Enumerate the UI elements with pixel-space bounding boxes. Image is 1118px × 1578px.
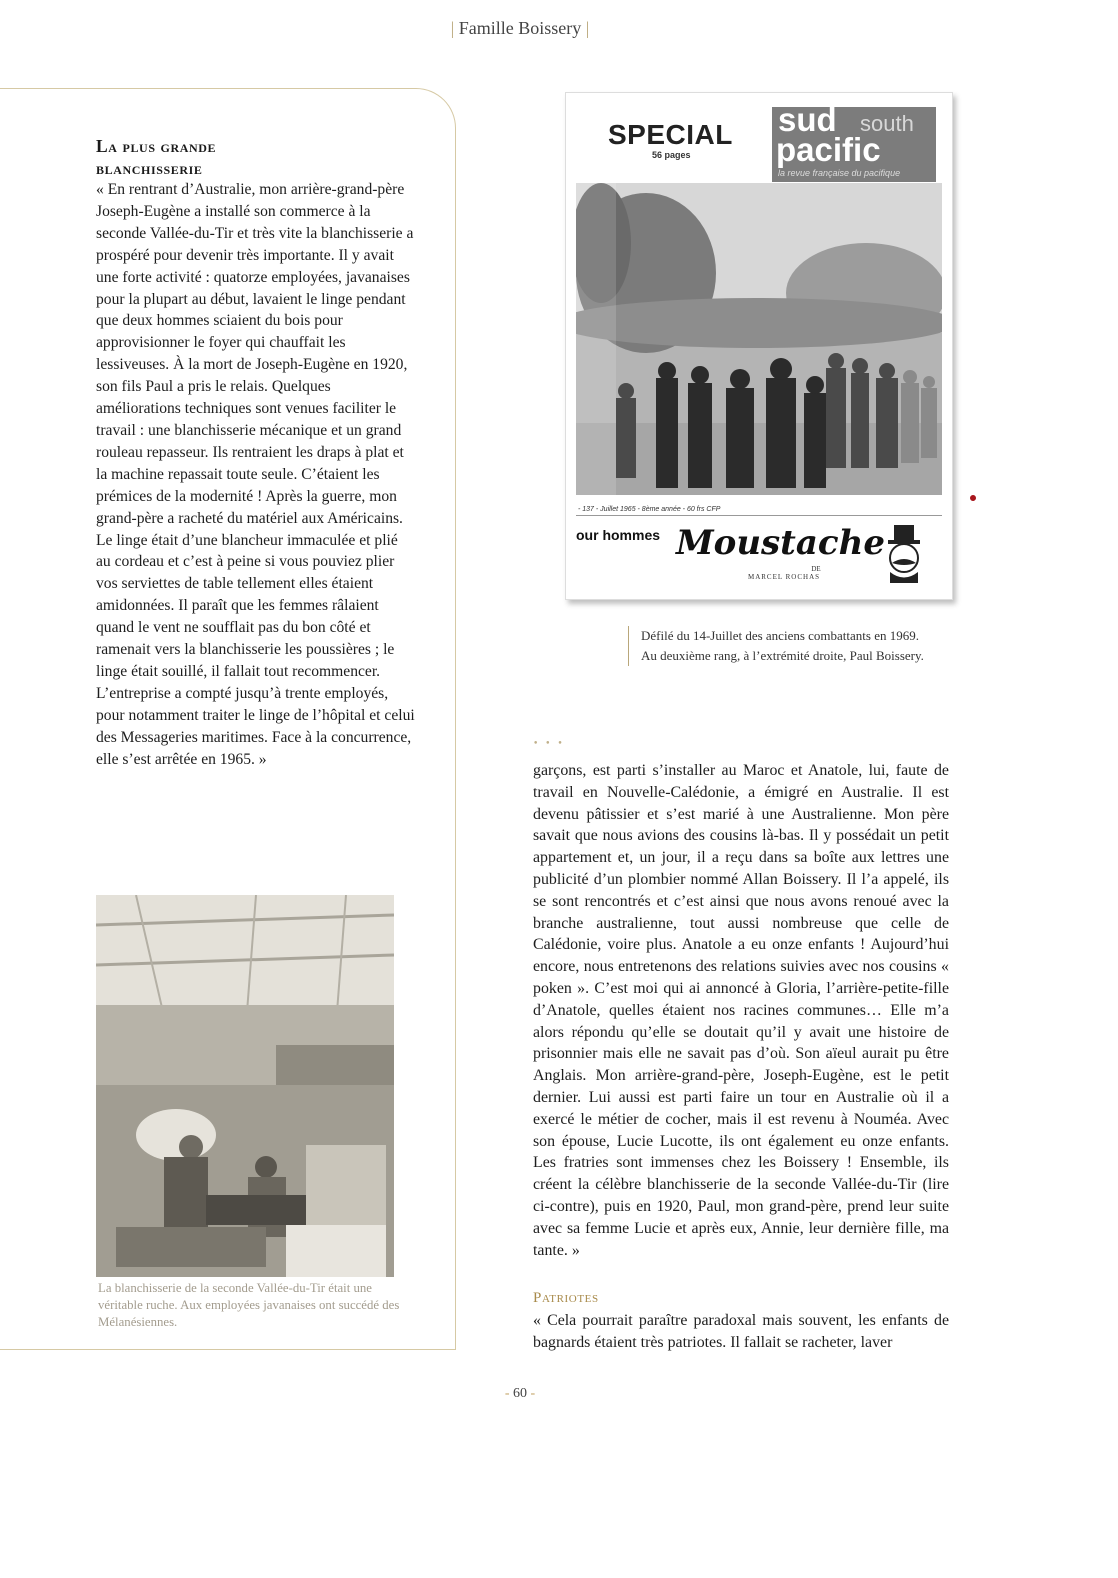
cover-caption-line2: Au deuxième rang, à l’extrémité droite, Paul Boissery.: [641, 648, 924, 663]
section-title: Patriotes: [533, 1290, 599, 1306]
cover-ad-divider: [576, 515, 942, 516]
magazine-cover: [565, 92, 953, 600]
sidebar: [96, 135, 416, 770]
folio-number: 60: [513, 1386, 527, 1401]
cover-ad-maker: MARCEL ROCHAS: [747, 573, 821, 581]
section-ornament: • • •: [533, 739, 565, 749]
head-bar-left: |: [450, 18, 455, 38]
cover-ad-de: DE: [811, 565, 821, 573]
main-article: [533, 760, 949, 1261]
sidebar-title-line1: La plus grande: [96, 136, 217, 156]
section-body: « Cela pourrait paraître paradoxal mais souvent, les enfants de bagnards étaient très patriotes. Il fallait se racheter, laver: [533, 1312, 949, 1351]
cover-pages: 56 pages: [652, 150, 691, 160]
sidebar-title: [96, 135, 416, 179]
laundry-photo-caption: La blanchisserie de la seconde Vallée-du-Tir était une véritable ruche. Aux employées javanaises ont succédé des Mélanésiennes.: [98, 1281, 400, 1329]
running-title: Famille Boissery: [458, 18, 582, 38]
page-number: [0, 1386, 1040, 1402]
logo-sud: sud: [778, 101, 837, 138]
cover-caption: [628, 626, 971, 666]
cover-ad-text: our hommes: [576, 527, 661, 543]
head-bar-right: |: [585, 18, 590, 38]
cover-logo: [772, 101, 936, 182]
cover-issue-line: - 137 - Juillet 1965 - 8ème année - 60 frs CFP: [578, 506, 721, 513]
logo-south: south: [860, 111, 914, 136]
sidebar-title-line2: blanchisserie: [96, 158, 203, 178]
logo-tagline: la revue française du pacifique: [778, 168, 901, 178]
cover-special: SPECIAL: [608, 119, 733, 150]
parade-photo: [576, 183, 942, 495]
laundry-photo: [96, 895, 394, 1277]
running-head: [0, 18, 1040, 39]
main-body: garçons, est parti s’installer au Maroc et Anatole, lui, faute de travail en Nouvelle-Calédonie, a émigré en Australie. Il est devenu pâtissier et s’est marié à une Australienne. Mon père savait que nous avions des cousins là-bas. Il y possédait un petit appartement et, un jour, il a reçu dans sa boîte aux lettres une publicité d’un plombier nommé Allan Boissery. Il l’a appelé, ils se sont rencontrés et c’est ainsi que nous avons renoué avec la branche australienne, tout aussi nombreuse que celle de Calédonie, voire plus. Anatole a eu onze enfants ! Aujourd’hui encore, nous entretenons des relations suivies avec nos cousins « poken ». C’est moi qui ai annoncé à Gloria, l’arrière-petite-fille d’Anatole, quelles étaient nos racines communes… Elle m’a alors répondu qu’elle se doutait qu’il y avait une histoire de prisonnier mais elle ne savait pas d’où. Son aïeul aurait pu être Anglais. Mon arrière-grand-père, Joseph-Eugène, est le petit dernier. Lui aussi est parti faire un tour en Australie où il a exercé le métier de cocher, mais il est revenu à Nouméa. Avec son épouse, Lucie Lucotte, ils ont également eu onze enfants. Les fratries sont immenses chez les Boissery ! Ensemble, ils créent la célèbre blanchisserie de la seconde Vallée-du-Tir (lire ci-contre), puis en 1920, Paul, mon grand-père, prend leur suite avec sa femme Lucie et après eux, Annie, leur dernière fille, ma tante. »: [533, 762, 949, 1259]
red-ink-dot: [969, 494, 977, 502]
folio-dash-right: -: [530, 1386, 536, 1401]
moustache-man-icon: [882, 525, 926, 587]
cover-ad-brand: Moustache: [676, 523, 885, 563]
cover-caption-line1: Défilé du 14-Juillet des anciens combattants en 1969.: [641, 628, 919, 643]
logo-pacific: pacific: [776, 131, 881, 168]
folio-dash-left: -: [504, 1386, 510, 1401]
sidebar-body: « En rentrant d’Australie, mon arrière-grand-père Joseph-Eugène a installé son commerce à la seconde Vallée-du-Tir et très vite la blanchisserie a prospéré pour devenir très importante. Il y avait une forte activité : quatorze employées, javanaises pour la plupart au début, lavaient le linge pendant que deux hommes sciaient du bois pour approvisionner le foyer qui chauffait les lessiveuses. À la mort de Joseph-Eugène en 1920, son fils Paul a pris le relais. Quelques améliorations techniques sont venues faciliter le travail : une blanchisserie mécanique et un grand rouleau repasseur. Ils rentraient les draps à plat et la machine repassait toute seule. C’étaient les prémices de la modernité ! Après la guerre, mon grand-père a racheté du matériel aux Américains. Le linge était d’une blancheur immaculée et plié au cordeau et c’est à peine si vous pouviez plier vos serviettes de table tellement elles étaient amidonnées. Il paraît que les femmes râlaient quand le vent ne soufflait pas du bon côté et ramenait vers la blanchisserie les poussières ; le linge était souillé, il fallait tout recommencer. L’entreprise a compté jusqu’à trente employés, pour notamment traiter le linge de l’hôpital et celui des Messageries maritimes. Face à la concurrence, elle s’est arrêtée en 1965. »: [96, 181, 415, 768]
